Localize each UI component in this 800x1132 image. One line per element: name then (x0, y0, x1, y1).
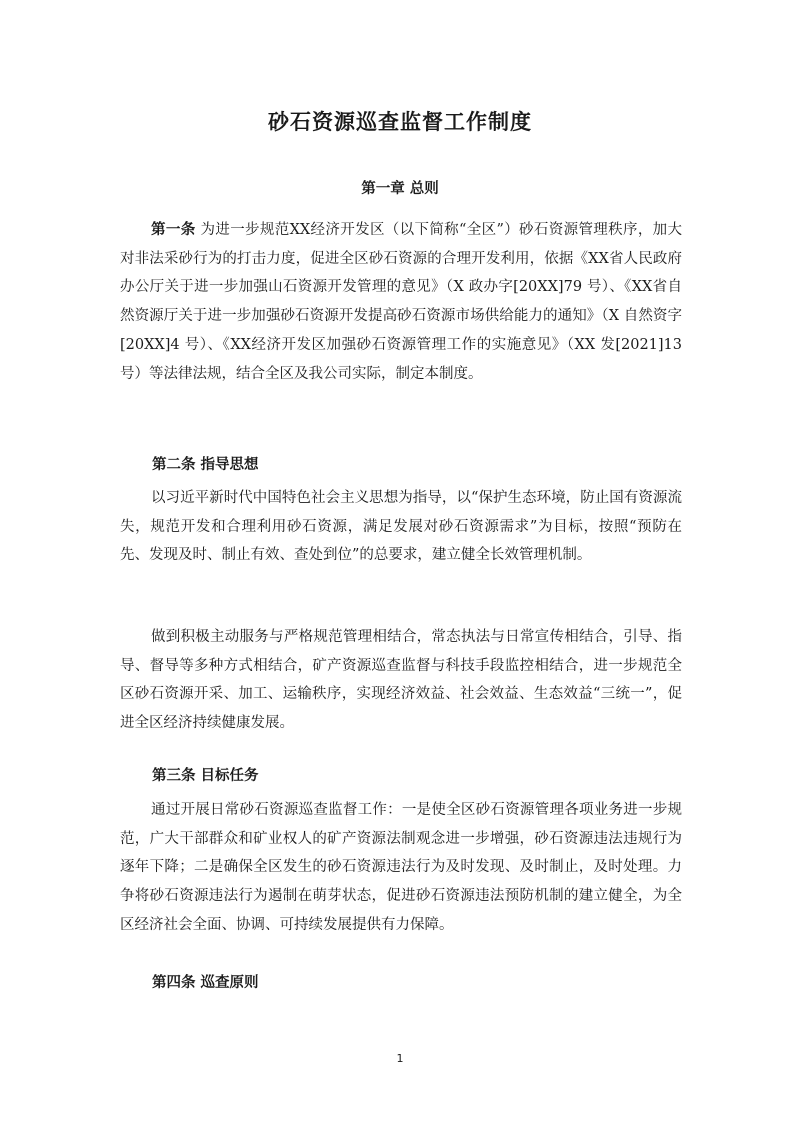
article-3-paragraph-1: 通过开展日常砂石资源巡查监督工作：一是使全区砂石资源管理各项业务进一步规范，广大干部群众和矿业权人的矿产资源法制观念进一步增强，砂石资源违法违规行为逐年下降；二是确保全区发生的砂石资源违法行为及时发现、及时制止，及时处理。力争将砂石资源违法行为遏制在萌芽状态，促进砂石资源违法预防机制的建立健全，为全区经济社会全面、协调、可持续发展提供有力保障。 (120, 802, 682, 933)
chapter-heading: 第一章 总则 (361, 180, 439, 197)
article-2-heading: 第二条 指导思想 (152, 456, 259, 473)
article-4-heading: 第四条 巡查原则 (152, 974, 259, 991)
document-title: 砂石资源巡查监督工作制度 (268, 109, 532, 134)
article-1-paragraph (120, 216, 682, 388)
page-number: 1 (396, 1052, 404, 1065)
article-1-text: 为进一步规范XX经济开发区（以下简称“全区”）砂石资源管理秩序，加大对非法采砂行为的打击力度，促进全区砂石资源的合理开发利用，依据《XX省人民政府办公厅关于进一步加强山石资源开发管理的意见》（X 政办字[20XX]79 号）、《XX省自然资源厅关于进一步加强砂石资源开发提高砂石资源市场供给能力的通知》（X 自然资字[20XX]4 号）、《XX经济开发区加强砂石资源管理工作的实施意见》（XX 发[2021]13 号）等法律法规，结合全区及我公司实际，制定本制度。 (120, 222, 683, 382)
article-2-paragraph-1: 以习近平新时代中国特色社会主义思想为指导，以“保护生态环境，防止国有资源流失，规范开发和合理利用砂石资源，满足发展对砂石资源需求”为目标，按照“预防在先、发现及时、制止有效、查处到位”的总要求，建立健全长效管理机制。 (120, 490, 682, 564)
article-1-lead: 第一条 (151, 221, 196, 238)
article-2-paragraph-2: 做到积极主动服务与严格规范管理相结合，常态执法与日常宣传相结合，引导、指导、督导等多种方式相结合，矿产资源巡查监督与科技手段监控相结合，进一步规范全区砂石资源开采、加工、运输秩序，实现经济效益、社会效益、生态效益“三统一”，促进全区经济持续健康发展。 (120, 629, 682, 732)
article-3-heading: 第三条 目标任务 (152, 767, 259, 784)
